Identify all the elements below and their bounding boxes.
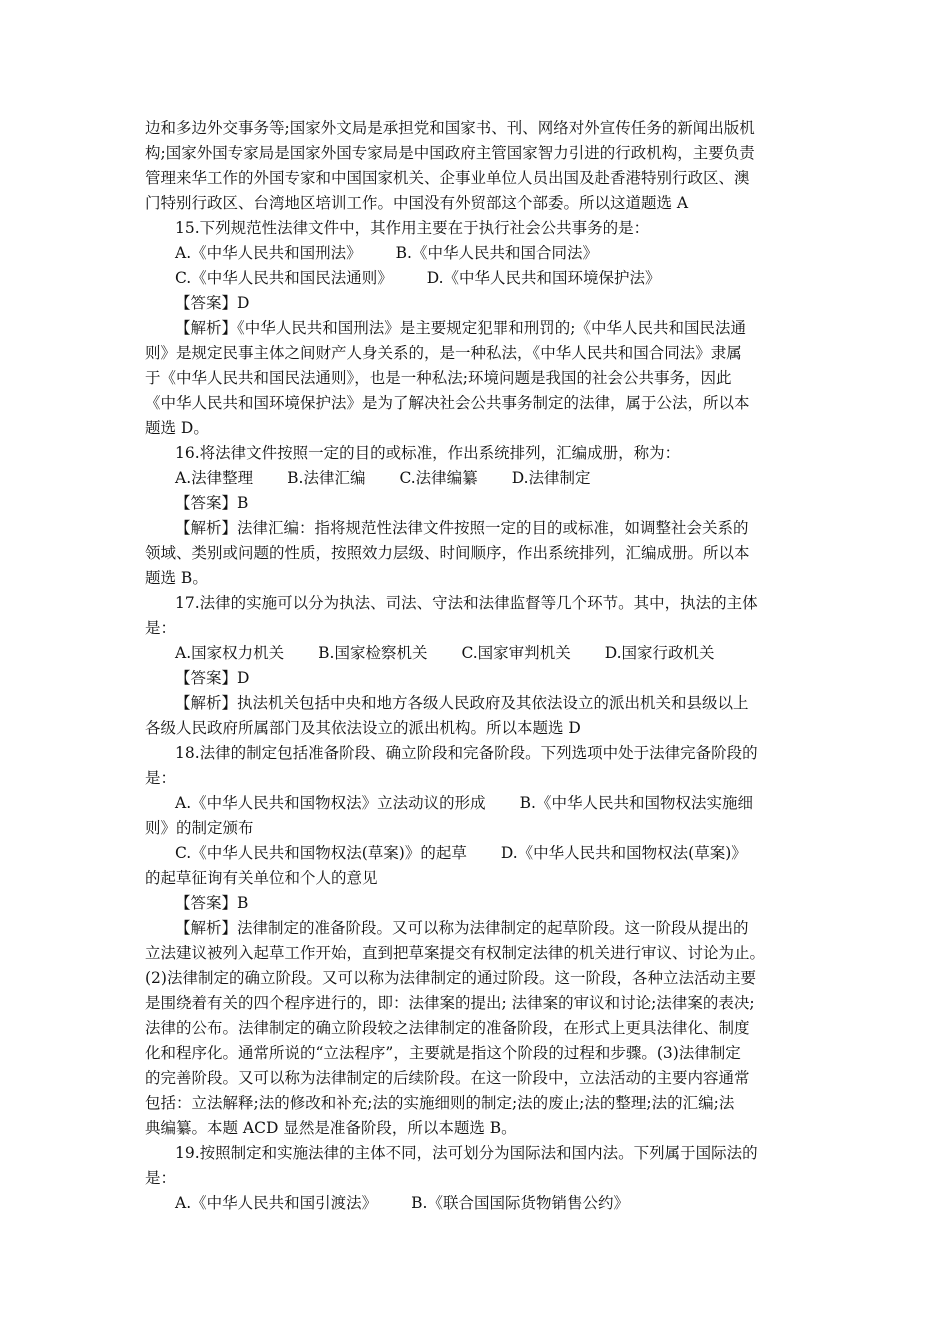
analysis-line: 法律的公布。法律制定的确立阶段较之法律制定的准备阶段，在形式上更具法律化、制度: [145, 1019, 750, 1037]
question-text: 是：: [145, 769, 177, 787]
option-d: D.《中华人民共和国物权法(草案)》: [500, 844, 747, 862]
analysis-line: 立法建议被列入起草工作开始，直到把草案提交有权制定法律的机关进行审议、讨论为止。: [145, 944, 766, 962]
analysis-line: 是围绕着有关的四个程序进行的，即：法律案的提出; 法律案的审议和讨论;法律案的表决;: [145, 994, 755, 1012]
analysis-line: 【解析】《中华人民共和国刑法》是主要规定犯罪和刑罚的;《中华人民共和国民法通: [175, 319, 746, 337]
option-b: B.《联合国国际货物销售公约》: [411, 1194, 629, 1212]
question-text: 17.法律的实施可以分为执法、司法、守法和法律监督等几个环节。其中，执法的主体: [175, 594, 758, 612]
question-text: 18.法律的制定包括准备阶段、确立阶段和完备阶段。下列选项中处于法律完备阶段的: [175, 744, 758, 762]
option-c: C.法律编纂: [399, 469, 478, 487]
option-d-continued: 的起草征询有关单位和个人的意见: [145, 869, 378, 887]
analysis-line: 《中华人民共和国环境保护法》是为了解决社会公共事务制定的法律，属于公法，所以本: [145, 394, 750, 412]
analysis-line: (2)法律制定的确立阶段。又可以称为法律制定的通过阶段。这一阶段，各种立法活动主要: [145, 969, 756, 987]
options-row: [145, 466, 805, 491]
analysis-line: 的完善阶段。又可以称为法律制定的后续阶段。在这一阶段中，立法活动的主要内容通常: [145, 1069, 750, 1087]
text-line: 边和多边外交事务等;国家外文局是承担党和国家书、刊、网络对外宣传任务的新闻出版机: [145, 119, 755, 137]
answer: 【答案】D: [175, 294, 250, 312]
question-18: [145, 741, 805, 1141]
question-19: [145, 1141, 805, 1216]
text-line: 管理来华工作的外国专家和中国国家机关、企事业单位人员出国及赴香港特别行政区、澳: [145, 169, 750, 187]
text-line: 构;国家外国专家局是国家外国专家局是中国政府主管国家智力引进的行政机构，主要负责: [145, 144, 755, 162]
option-a: A.国家权力机关: [175, 644, 285, 662]
options-row: [145, 641, 805, 666]
options-row: [145, 841, 805, 866]
question-15: [145, 216, 805, 441]
analysis-line: 题选 B。: [145, 569, 208, 587]
option-d: D.法律制定: [511, 469, 591, 487]
analysis-line: 典编纂。本题 ACD 显然是准备阶段，所以本题选 B。: [145, 1119, 517, 1137]
analysis-line: 则》是规定民事主体之间财产人身关系的，是一种私法，《中华人民共和国合同法》隶属: [145, 344, 742, 362]
analysis-line: 包括：立法解释;法的修改和补充;法的实施细则的制定;法的废止;法的整理;法的汇编;法: [145, 1094, 735, 1112]
analysis-line: 领域、类别或问题的性质，按照效力层级、时间顺序，作出系统排列，汇编成册。所以本: [145, 544, 750, 562]
answer: 【答案】D: [175, 669, 250, 687]
document-body: [145, 116, 805, 1216]
analysis-line: 题选 D。: [145, 419, 209, 437]
question-text: 是：: [145, 619, 177, 637]
option-b: B.《中华人民共和国合同法》: [395, 244, 598, 262]
option-a: A.《中华人民共和国引渡法》: [175, 1194, 378, 1212]
answer: 【答案】B: [175, 494, 249, 512]
option-b-continued: 则》的制定颁布: [145, 819, 254, 837]
analysis-line: 【解析】执法机关包括中央和地方各级人民政府及其依法设立的派出机关和县级以上: [175, 694, 749, 712]
question-text: 是：: [145, 1169, 177, 1187]
option-a: A.《中华人民共和国物权法》立法动议的形成: [175, 794, 486, 812]
analysis-line: 【解析】法律汇编：指将规范性法律文件按照一定的目的或标准，如调整社会关系的: [175, 519, 749, 537]
option-b: B.《中华人民共和国物权法实施细: [519, 794, 753, 812]
analysis-line: 化和程序化。通常所说的“立法程序”，主要就是指这个阶段的过程和步骤。(3)法律制定: [145, 1044, 741, 1062]
option-b: B.国家检察机关: [318, 644, 428, 662]
options-row: [145, 791, 805, 816]
text-line: 门特别行政区、台湾地区培训工作。中国没有外贸部这个部委。所以这道题选 A: [145, 194, 689, 212]
question-text: 19.按照制定和实施法律的主体不同，法可划分为国际法和国内法。下列属于国际法的: [175, 1144, 758, 1162]
option-d: D.《中华人民共和国环境保护法》: [426, 269, 661, 287]
option-c: C.《中华人民共和国民法通则》: [175, 269, 393, 287]
intro-paragraph: [145, 116, 805, 216]
option-d: D.国家行政机关: [604, 644, 715, 662]
option-a: A.《中华人民共和国刑法》: [175, 244, 362, 262]
analysis-line: 【解析】法律制定的准备阶段。又可以称为法律制定的起草阶段。这一阶段从提出的: [175, 919, 749, 937]
question-17: [145, 591, 805, 741]
options-row: [145, 241, 805, 266]
options-row: [145, 1191, 805, 1216]
analysis-line: 于《中华人民共和国民法通则》，也是一种私法;环境问题是我国的社会公共事务，因此: [145, 369, 732, 387]
option-c: C.《中华人民共和国物权法(草案)》的起草: [175, 844, 467, 862]
question-16: [145, 441, 805, 591]
analysis-line: 各级人民政府所属部门及其依法设立的派出机构。所以本题选 D: [145, 719, 581, 737]
option-a: A.法律整理: [175, 469, 254, 487]
option-c: C.国家审判机关: [461, 644, 571, 662]
options-row: [145, 266, 805, 291]
question-text: 16.将法律文件按照一定的目的或标准，作出系统排列，汇编成册，称为：: [175, 444, 681, 462]
question-text: 15.下列规范性法律文件中，其作用主要在于执行社会公共事务的是：: [175, 219, 650, 237]
answer: 【答案】B: [175, 894, 249, 912]
option-b: B.法律汇编: [287, 469, 366, 487]
